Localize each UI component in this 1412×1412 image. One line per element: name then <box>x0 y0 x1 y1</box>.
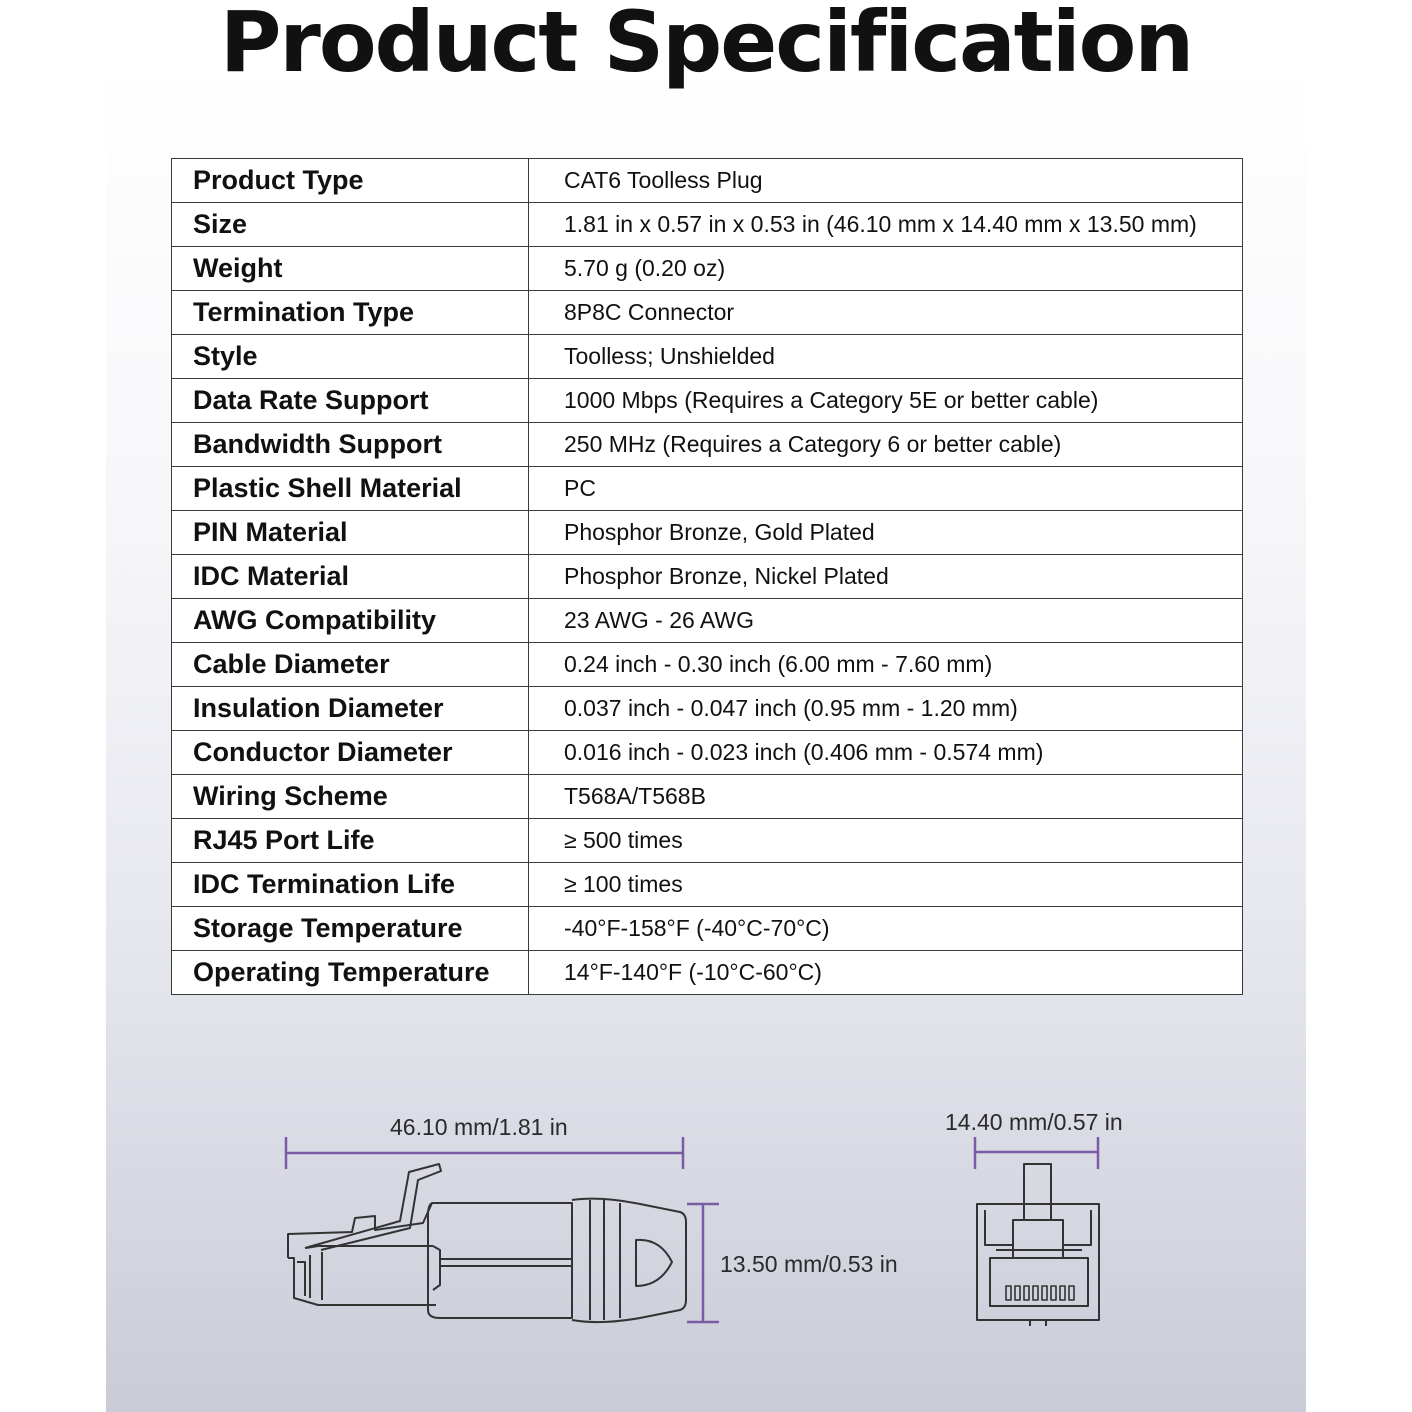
spec-value: 1000 Mbps (Requires a Category 5E or better cable) <box>529 379 1243 423</box>
spec-label: Wiring Scheme <box>172 775 529 819</box>
spec-value: 23 AWG - 26 AWG <box>529 599 1243 643</box>
spec-value: 5.70 g (0.20 oz) <box>529 247 1243 291</box>
spec-label: Bandwidth Support <box>172 423 529 467</box>
spec-label: Cable Diameter <box>172 643 529 687</box>
spec-label: IDC Termination Life <box>172 863 529 907</box>
spec-value: 0.037 inch - 0.047 inch (0.95 mm - 1.20 mm) <box>529 687 1243 731</box>
spec-value: Phosphor Bronze, Nickel Plated <box>529 555 1243 599</box>
width-dimension-label: 14.40 mm/0.57 in <box>945 1109 1123 1135</box>
spec-value: 250 MHz (Requires a Category 6 or better cable) <box>529 423 1243 467</box>
spec-value: 14°F-140°F (-10°C-60°C) <box>529 951 1243 995</box>
spec-label: Product Type <box>172 159 529 203</box>
spec-label: RJ45 Port Life <box>172 819 529 863</box>
spec-value: 0.24 inch - 0.30 inch (6.00 mm - 7.60 mm) <box>529 643 1243 687</box>
spec-value: PC <box>529 467 1243 511</box>
spec-value: -40°F-158°F (-40°C-70°C) <box>529 907 1243 951</box>
spec-value: 8P8C Connector <box>529 291 1243 335</box>
spec-label: Storage Temperature <box>172 907 529 951</box>
spec-label: PIN Material <box>172 511 529 555</box>
spec-value: 0.016 inch - 0.023 inch (0.406 mm - 0.574 mm) <box>529 731 1243 775</box>
spec-label: Style <box>172 335 529 379</box>
spec-label: IDC Material <box>172 555 529 599</box>
spec-label: Plastic Shell Material <box>172 467 529 511</box>
height-dimension-label: 13.50 mm/0.53 in <box>720 1251 898 1277</box>
spec-value: T568A/T568B <box>529 775 1243 819</box>
length-dimension-label: 46.10 mm/1.81 in <box>390 1114 568 1140</box>
spec-label: Weight <box>172 247 529 291</box>
spec-value: Toolless; Unshielded <box>529 335 1243 379</box>
spec-value: 1.81 in x 0.57 in x 0.53 in (46.10 mm x 14.40 mm x 13.50 mm) <box>529 203 1243 247</box>
spec-label: AWG Compatibility <box>172 599 529 643</box>
spec-label: Data Rate Support <box>172 379 529 423</box>
connector-side-view <box>288 1164 686 1322</box>
length-dimension-line <box>286 1137 683 1169</box>
spec-value: ≥ 500 times <box>529 819 1243 863</box>
spec-value: Phosphor Bronze, Gold Plated <box>529 511 1243 555</box>
spec-label: Operating Temperature <box>172 951 529 995</box>
spec-label: Insulation Diameter <box>172 687 529 731</box>
spec-label: Termination Type <box>172 291 529 335</box>
spec-label: Conductor Diameter <box>172 731 529 775</box>
page-title: Product Specification <box>219 0 1193 91</box>
spec-value: ≥ 100 times <box>529 863 1243 907</box>
pin-contacts <box>1006 1286 1074 1300</box>
spec-value: CAT6 Toolless Plug <box>529 159 1243 203</box>
connector-front-view <box>977 1164 1099 1326</box>
spec-label: Size <box>172 203 529 247</box>
height-dimension-line <box>687 1204 719 1322</box>
